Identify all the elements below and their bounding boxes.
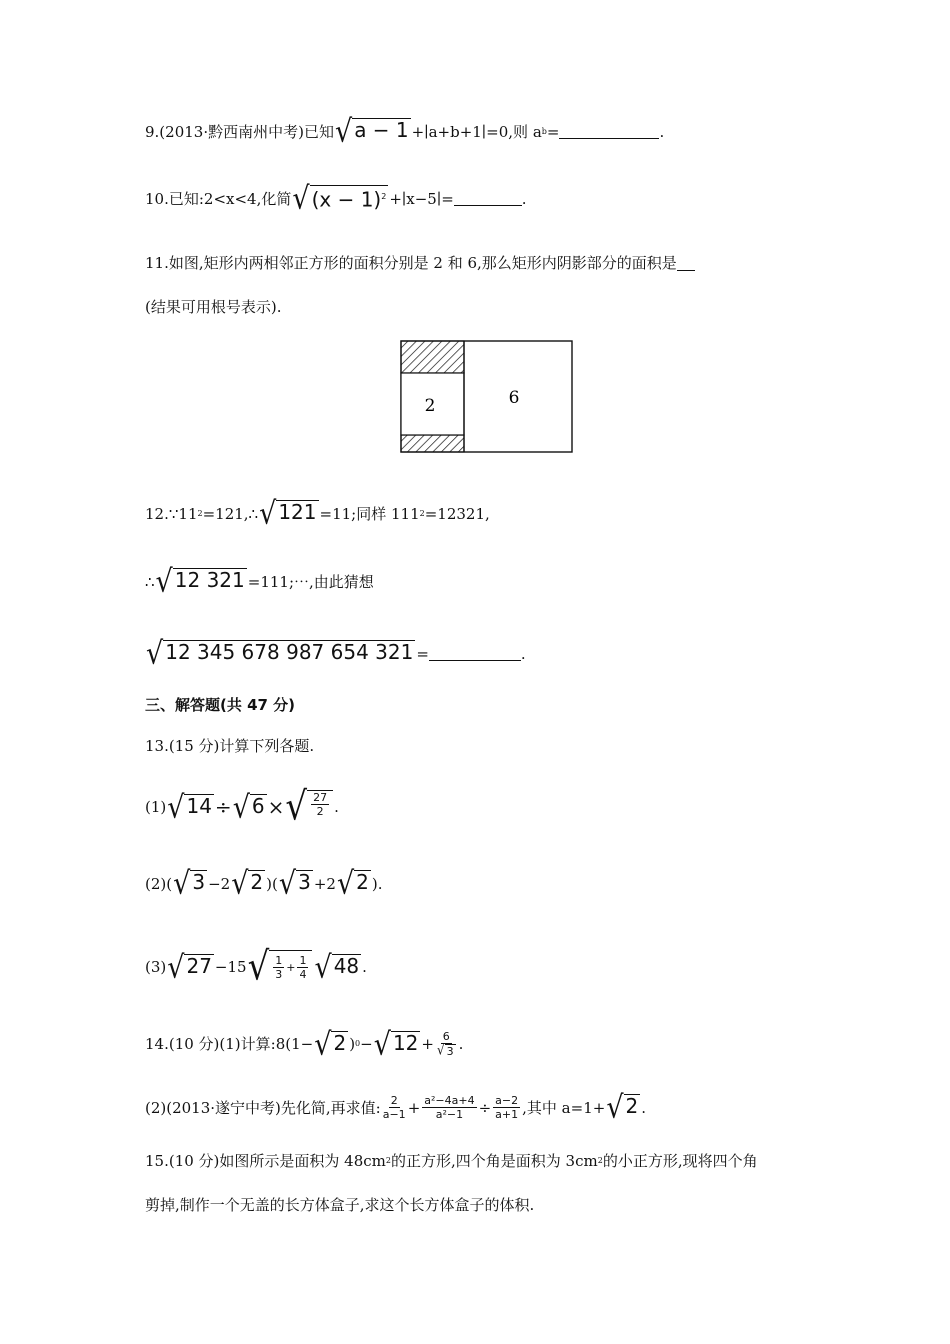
question-14-part2: (2)(2013·遂宁中考)先化简,再求值: $\frac{2}{a-1}$ + $\frac{\text{a²−4a+4}}{\text{a²−1}}$ ÷ $\frac{a-2}{a+1}$ ,其中 a=1+ √ 2 . — [145, 1089, 647, 1126]
question-12-line3: √ 12 345 678 987 654 321 = . — [146, 635, 526, 672]
fraction-6-over-sqrt3: 6 √ 3 — [436, 1030, 454, 1058]
question-10: 10.已知:2<x<4,化简 √ $(x - 1)^2$ +∣x−5∣= . — [145, 180, 527, 217]
question-13-title: 13.(15 分)计算下列各题. — [145, 737, 315, 755]
answer-blank[interactable] — [559, 124, 659, 139]
sqrt-2: √ 2 — [231, 865, 264, 902]
sqrt-2: √ 2 — [336, 865, 369, 902]
question-12-line1: 12.∵11 2 =121,∴ √ 121 =11;同样 111 2 =12321, — [145, 495, 490, 532]
sqrt-2: √ 2 — [606, 1089, 639, 1126]
sqrt-3: √ 3 — [278, 865, 311, 902]
question-13-part2: (2) ( √ 3 −2 √ 2 )( √ 3 +2 √ 2 ). — [145, 865, 383, 902]
sqrt-12321: √ 12 321 — [155, 563, 245, 600]
large-square-label: 6 — [508, 388, 520, 408]
sqrt-12: √ 12 — [373, 1026, 419, 1062]
sqrt-3: √ 3 — [173, 865, 206, 902]
question-15-line2: 剪掉,制作一个无盖的长方体盒子,求这个长方体盒子的体积. — [145, 1196, 535, 1214]
sqrt-a-minus-1: √ a − 1 — [334, 113, 409, 150]
section-heading: 三、解答题(共 47 分) — [145, 696, 296, 714]
sqrt-14: √ 14 — [167, 789, 212, 825]
question-9: 9.(2013·黔西南州中考)已知 √ a − 1 +∣a+b+1∣=0,则 a b = . — [145, 113, 665, 150]
sqrt-long-number: √ 12 345 678 987 654 321 — [146, 635, 414, 672]
sqrt-2: √ 2 — [314, 1026, 347, 1062]
sqrt-27: √ 27 — [167, 949, 212, 985]
shaded-region-bottom — [401, 435, 464, 452]
sqrt-27-over-2: √ $\frac{27}{2}$ — [285, 790, 333, 824]
answer-blank[interactable] — [454, 191, 522, 206]
question-12-line2: ∴ √ 12 321 =111;⋯,由此猜想 — [145, 563, 374, 600]
question-15-line1: 15.(10 分)如图所示是面积为 48cm 2 的正方形,四个角是面积为 3cm 2 的小正方形,现将四个角 — [145, 1152, 758, 1170]
sqrt-6: √ 6 — [232, 789, 265, 825]
sqrt-48: √ 48 — [314, 949, 360, 985]
question-13-part1: (1) √ 14 ÷ √ 6 × √ $\frac{27}{2}$ . — [145, 784, 339, 830]
answer-blank[interactable] — [677, 256, 695, 271]
answer-blank[interactable] — [429, 646, 521, 661]
question-13-part3: (3) √ 27 −15 √ $\frac{1}{3}$ + $\frac{1}{4}$ √ 48 . — [145, 944, 367, 990]
small-square-label: 2 — [424, 396, 436, 416]
rectangle-squares-figure — [400, 340, 575, 455]
question-14-part1: 14.(10 分)(1)计算:8(1− √ 2 ) 0 − √ 12 + 6 √ 3 . — [145, 1026, 464, 1062]
sqrt-121: √ 121 — [259, 495, 317, 532]
shaded-region-top — [401, 341, 464, 373]
sqrt-x-minus-1-squared: √ $(x - 1)^2$ — [292, 180, 387, 217]
question-11-line1: 11.如图,矩形内两相邻正方形的面积分别是 2 和 6,那么矩形内阴影部分的面积是 — [145, 252, 695, 274]
sqrt-fraction-sum: √ $\frac{1}{3}$ + $\frac{1}{4}$ — [248, 950, 313, 984]
question-11-line2: (结果可用根号表示). — [145, 298, 282, 316]
